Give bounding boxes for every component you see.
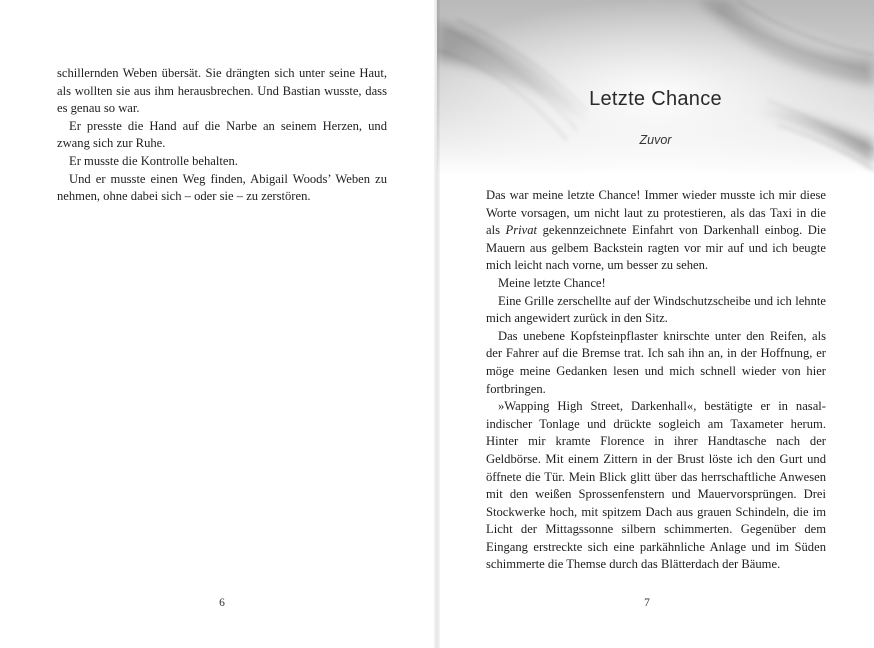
- left-page-text: [57, 65, 387, 206]
- right-page-text: [486, 187, 826, 574]
- paragraph: Meine letzte Chance!: [498, 275, 606, 290]
- page-number-left: 6: [219, 597, 225, 609]
- paragraph: »Wapping High Street, Darkenhall«, bestätigte er in nasal-indischer Tonlage und drückte sogleich am Taxameter herum. Hinter mir kramte Florence in ihrer Handtasche nach der Geldbörse. Mit einem Zittern in der Brust löste ich den Gurt und öffnete die Tür. Mein Blick glitt über das herrschaftliche Anwesen mit den weißen Sprossenfenstern und Mauervorsprüngen. Drei Stockwerke hoch, mit spitzem Dach aus grauen Schindeln, die im Licht der Mittagssonne silbern schimmerten. Gegenüber dem Eingang erstreckte sich eine parkähnliche Anlage und im Süden schimmerte die Themse durch das Blätterdach der Bäume.: [486, 399, 826, 572]
- chapter-title: Letzte Chance: [589, 88, 722, 110]
- paragraph: [486, 187, 826, 275]
- paragraph: Das unebene Kopfsteinpflaster knirschte unter den Reifen, als der Fahrer auf die Bremse trat. Ich sah ihn an, in der Hoffnung, er möge meine Gedanken lesen und mich schnell wieder von hier fortbringen.: [486, 328, 826, 396]
- paragraph: Er musste die Kontrolle behalten.: [69, 153, 238, 168]
- paragraph: Er presste die Hand auf die Narbe an seinem Herzen, und zwang sich zur Ruhe.: [57, 118, 387, 151]
- book-gutter: [434, 0, 440, 648]
- text-run: Das war meine letzte Chance! Immer wieder musste ich mir diese Worte vorsagen, um nicht laut zu protestieren, als das Taxi in die als: [486, 188, 826, 238]
- paragraph: Und er musste einen Weg finden, Abigail Woods’ Weben zu nehmen, ohne dabei sich – oder sie – zu zerstören.: [57, 171, 387, 204]
- right-page: [437, 0, 874, 648]
- text-run: gekennzeichnete Einfahrt von Darkenhall einbog. Die Mauern aus gelbem Backstein ragten vor mir auf und ich beugte mich leicht nach vorne, um besser zu sehen.: [486, 223, 826, 273]
- chapter-subtitle: Zuvor: [639, 133, 672, 147]
- paragraph: Eine Grille zerschellte auf der Windschutzscheibe und ich lehnte mich angewidert zurück in den Sitz.: [486, 293, 826, 326]
- paragraph: schillernden Weben übersät. Sie drängten sich unter seine Haut, als wollten sie aus ihm herausbrechen. Und Bastian wusste, dass es genau so war.: [57, 66, 387, 116]
- page-number-right: 7: [644, 597, 650, 609]
- italic-text: Privat: [505, 223, 538, 238]
